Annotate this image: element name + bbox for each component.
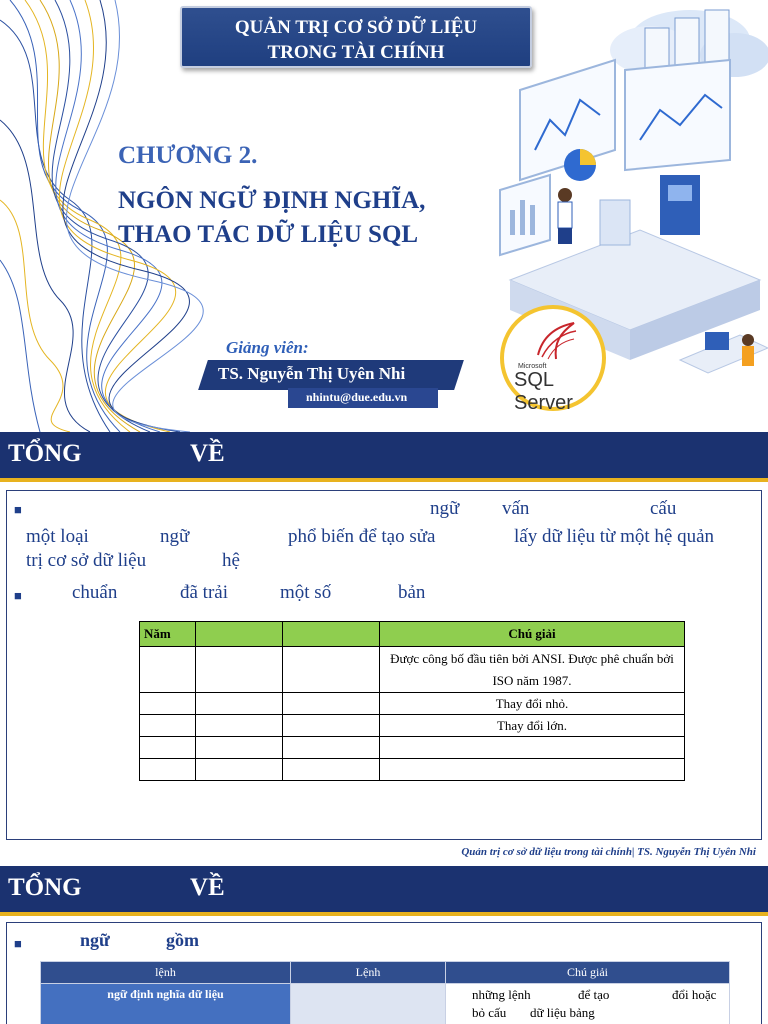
bullet2-text: chuẩn [72,582,118,603]
table-header-row [140,622,685,647]
bullet1-text: một loại [26,526,89,547]
bullet1-text: phổ biến để tạo sửa [288,526,436,547]
slide-header [0,432,768,482]
bullet1-text: ngữ [160,526,190,547]
chapter-subtitle-line2: THAO TÁC DỮ LIỆU SQL [118,221,419,248]
table-row [140,715,685,737]
table-cell [291,984,446,1024]
bullet1-text: hệ [222,550,240,571]
course-title-box [180,6,532,68]
table-header: lệnh [41,962,291,984]
table-row [41,984,730,1024]
chapter-subtitle [118,184,425,252]
table-cell [140,737,196,759]
bullet-square-icon: ■ [14,936,22,951]
bullet-square-icon: ■ [14,588,22,603]
overview-slide-2 [0,864,768,1024]
table-header: Năm [140,622,196,647]
table-cell [283,715,380,737]
table-header: Lệnh [291,962,446,984]
table-cell [196,737,283,759]
course-title-line2: TRONG TÀI CHÍNH [267,42,445,63]
table-header: Chú giải [380,622,685,647]
table-cell [196,647,283,693]
bullet1-text: ngữ [430,498,460,519]
logo-microsoft-text: Microsoft [518,363,547,370]
table-cell [140,715,196,737]
table-cell [140,759,196,781]
cell-text: những lệnh [472,987,531,1002]
header-title-left: TỔNG [8,440,82,467]
table-cell [446,984,730,1024]
bullet1-text: trị cơ sở dữ liệu [26,550,147,571]
lecturer-label: Giảng viên: [226,338,309,357]
slide-footer: Quản trị cơ sở dữ liệu trong tài chính| TS. Nguyễn Thị Uyên Nhi [461,846,756,858]
lecturer-name: TS. Nguyễn Thị Uyên Nhi [218,364,406,383]
bullet1-text: vấn [502,498,530,519]
sql-server-logo [500,305,606,414]
table-row [140,737,685,759]
bullet1-text: cấu [650,498,677,519]
table-cell: Thay đổi lớn. [380,715,685,737]
chapter-subtitle-line1: NGÔN NGỮ ĐỊNH NGHĨA, [118,187,426,214]
bullet-text: ngữ [80,930,110,950]
table-cell [196,715,283,737]
table-header: Chú giải [446,962,730,984]
logo-product-name: SQL Server [514,369,573,414]
table-header [283,622,380,647]
table-header [196,622,283,647]
table-row [140,693,685,715]
bullet2-text: bản [398,582,426,603]
bullet1-text: lấy dữ liệu từ một hệ quản [514,526,715,547]
table-cell: Thay đổi nhỏ. [380,693,685,715]
table-cell [196,759,283,781]
table-cell: ngữ định nghĩa dữ liệu [41,984,291,1024]
lecturer-email: nhintu@due.edu.vn [306,390,408,404]
header-title-left: TỔNG [8,874,82,901]
sql-server-icon [534,321,578,361]
sql-command-table [40,961,730,1024]
bullet-text: gồm [166,930,199,950]
chapter-label: CHƯƠNG 2. [118,142,258,169]
table-cell [140,647,196,693]
course-title-line1: QUẢN TRỊ CƠ SỞ DỮ LIỆU [234,17,478,38]
table-cell: Được công bố đầu tiên bởi ANSI. Được phê chuẩn bởi ISO năm 1987. [380,647,685,693]
overview-slide [0,432,768,864]
table-cell [196,693,283,715]
cell-text: để tạo [578,987,610,1002]
bullet2-text: đã trải [180,582,229,603]
title-slide [0,0,768,432]
table-cell [283,737,380,759]
header-title-right: VỀ [190,874,225,901]
cell-text: bỏ cấu [472,1005,507,1020]
table-cell [283,647,380,693]
cell-text: dữ liệu bảng [530,1005,595,1020]
table-header-row [41,962,730,984]
table-cell [140,693,196,715]
table-cell [283,693,380,715]
table-row [140,759,685,781]
sql-versions-table [139,621,685,781]
slide-header [0,866,768,916]
table-cell [380,737,685,759]
header-title-right: VỀ [190,440,225,467]
table-cell [283,759,380,781]
bullet-square-icon: ■ [14,502,22,517]
table-cell [380,759,685,781]
cell-text: đổi hoặc [672,987,717,1002]
table-row [140,647,685,693]
bullet2-text: một số [280,582,332,603]
